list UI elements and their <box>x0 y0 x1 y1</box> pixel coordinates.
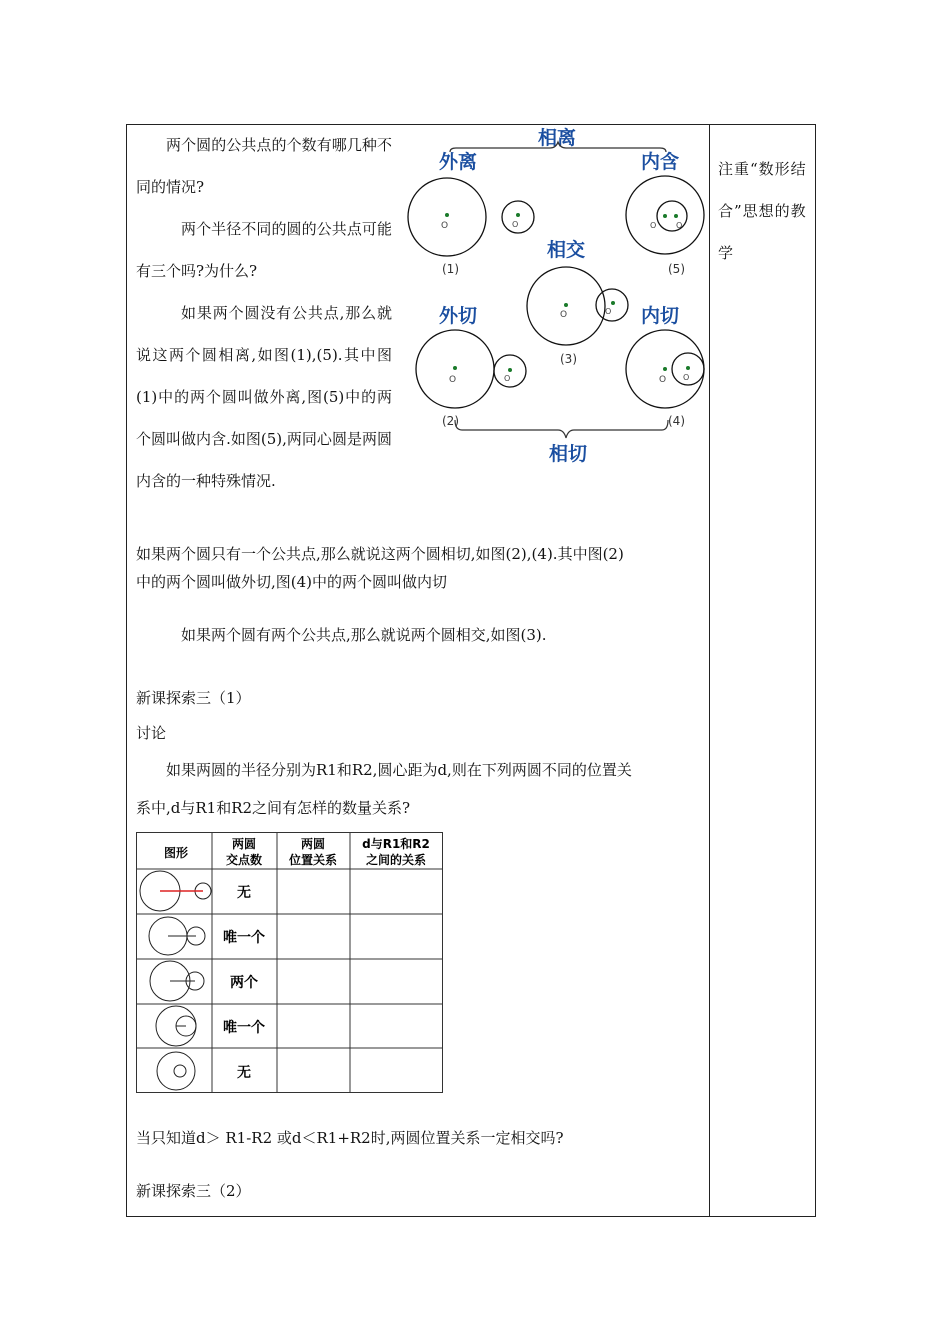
th-points-b: 交点数 <box>225 853 263 867</box>
row4-points: 唯一个 <box>223 1020 265 1036</box>
fig3-o1: O <box>560 310 568 320</box>
label-waili: 外离 <box>438 151 478 173</box>
fig1-label: (1) <box>442 262 459 276</box>
fig2-center-2 <box>508 368 512 372</box>
fig2-o1: O <box>449 375 457 385</box>
brace-bottom <box>455 420 668 438</box>
fig3-center-1 <box>564 303 568 307</box>
fig4-center-1 <box>663 367 667 371</box>
fig5-o2: O <box>676 221 683 230</box>
question-line-1: 如果两圆的半径分别为R1和R2,圆心距为d,则在下列两圆不同的位置关 <box>166 761 632 779</box>
row1-points: 无 <box>237 885 251 901</box>
explore1-title: 新课探索三（1） <box>136 689 251 707</box>
fig3-label: (3) <box>560 352 577 366</box>
fig1-o2: O <box>512 220 519 229</box>
th-figure: 图形 <box>163 846 189 860</box>
fig4-o2: O <box>683 373 690 382</box>
fig2-o2: O <box>504 374 511 383</box>
question-line-2: 系中,d与R1和R2之间有怎样的数量关系? <box>136 799 411 817</box>
fig5-center-2 <box>674 214 678 218</box>
circle-positions-figure <box>400 120 710 470</box>
fig4-o1: O <box>659 375 667 385</box>
row2-points: 唯一个 <box>223 930 265 946</box>
th-quantity-a: d与R1和R2 <box>362 837 430 851</box>
fig2-center-1 <box>453 366 457 370</box>
intro-question-1: 两个圆的公共点的个数有哪几种不同的情况? <box>136 136 392 196</box>
fig3-circle-small <box>596 289 628 321</box>
th-relation-b: 位置关系 <box>288 853 338 867</box>
fig5-o1: O <box>650 221 657 230</box>
th-points-a: 两圆 <box>231 837 257 851</box>
tangent-text-1: 如果两个圆只有一个公共点,那么就说这两个圆相切,如图(2),(4).其中图(2) <box>136 545 624 563</box>
fig5-center-1 <box>663 214 667 218</box>
fig3-o2: O <box>605 307 612 316</box>
label-xiangqie: 相切 <box>548 443 588 465</box>
intro-block <box>136 124 392 502</box>
label-xiangli: 相离 <box>537 127 577 149</box>
fig2-label: (2) <box>442 414 459 428</box>
side-note: 注重“数形结合”思想的教学 <box>718 160 807 262</box>
discuss-label: 讨论 <box>136 724 167 742</box>
fig1-center-2 <box>516 213 520 217</box>
intro-question-2: 两个半径不同的圆的公共点可能有三个吗?为什么? <box>136 220 392 280</box>
fig5-label: (5) <box>668 262 685 276</box>
intersect-text: 如果两个圆有两个公共点,那么就说两个圆相交,如图(3). <box>181 626 547 644</box>
label-neihan: 内含 <box>640 151 680 173</box>
fig4-label: (4) <box>668 414 685 428</box>
explore2-title: 新课探索三（2） <box>136 1182 251 1200</box>
fig1-o1: O <box>441 221 449 231</box>
fig1-center-1 <box>445 213 449 217</box>
tangent-text-2: 中的两个圆叫做外切,图(4)中的两个圆叫做内切 <box>136 573 448 591</box>
fig5-circle-small <box>657 201 687 231</box>
label-xiangjiao: 相交 <box>546 239 586 261</box>
relation-table <box>136 832 443 1093</box>
row5-points: 无 <box>237 1065 251 1081</box>
fig3-center-2 <box>611 301 615 305</box>
label-waiqie: 外切 <box>438 305 478 327</box>
th-quantity-b: 之间的关系 <box>365 853 427 867</box>
th-relation-a: 两圆 <box>300 837 326 851</box>
label-neiqie: 内切 <box>640 305 680 327</box>
question-line-3: 当只知道d＞ R1-R2 或d＜R1+R2时,两圆位置关系一定相交吗? <box>136 1129 564 1147</box>
intro-definition: 如果两个圆没有公共点,那么就说这两个圆相离,如图(1),(5).其中图(1)中的两个圆叫做外离,图(5)中的两个圆叫做内含.如图(5),两同心圆是两圆内含的一种特殊情况. <box>136 304 392 490</box>
row3-points: 两个 <box>230 975 258 991</box>
fig4-center-2 <box>686 366 690 370</box>
